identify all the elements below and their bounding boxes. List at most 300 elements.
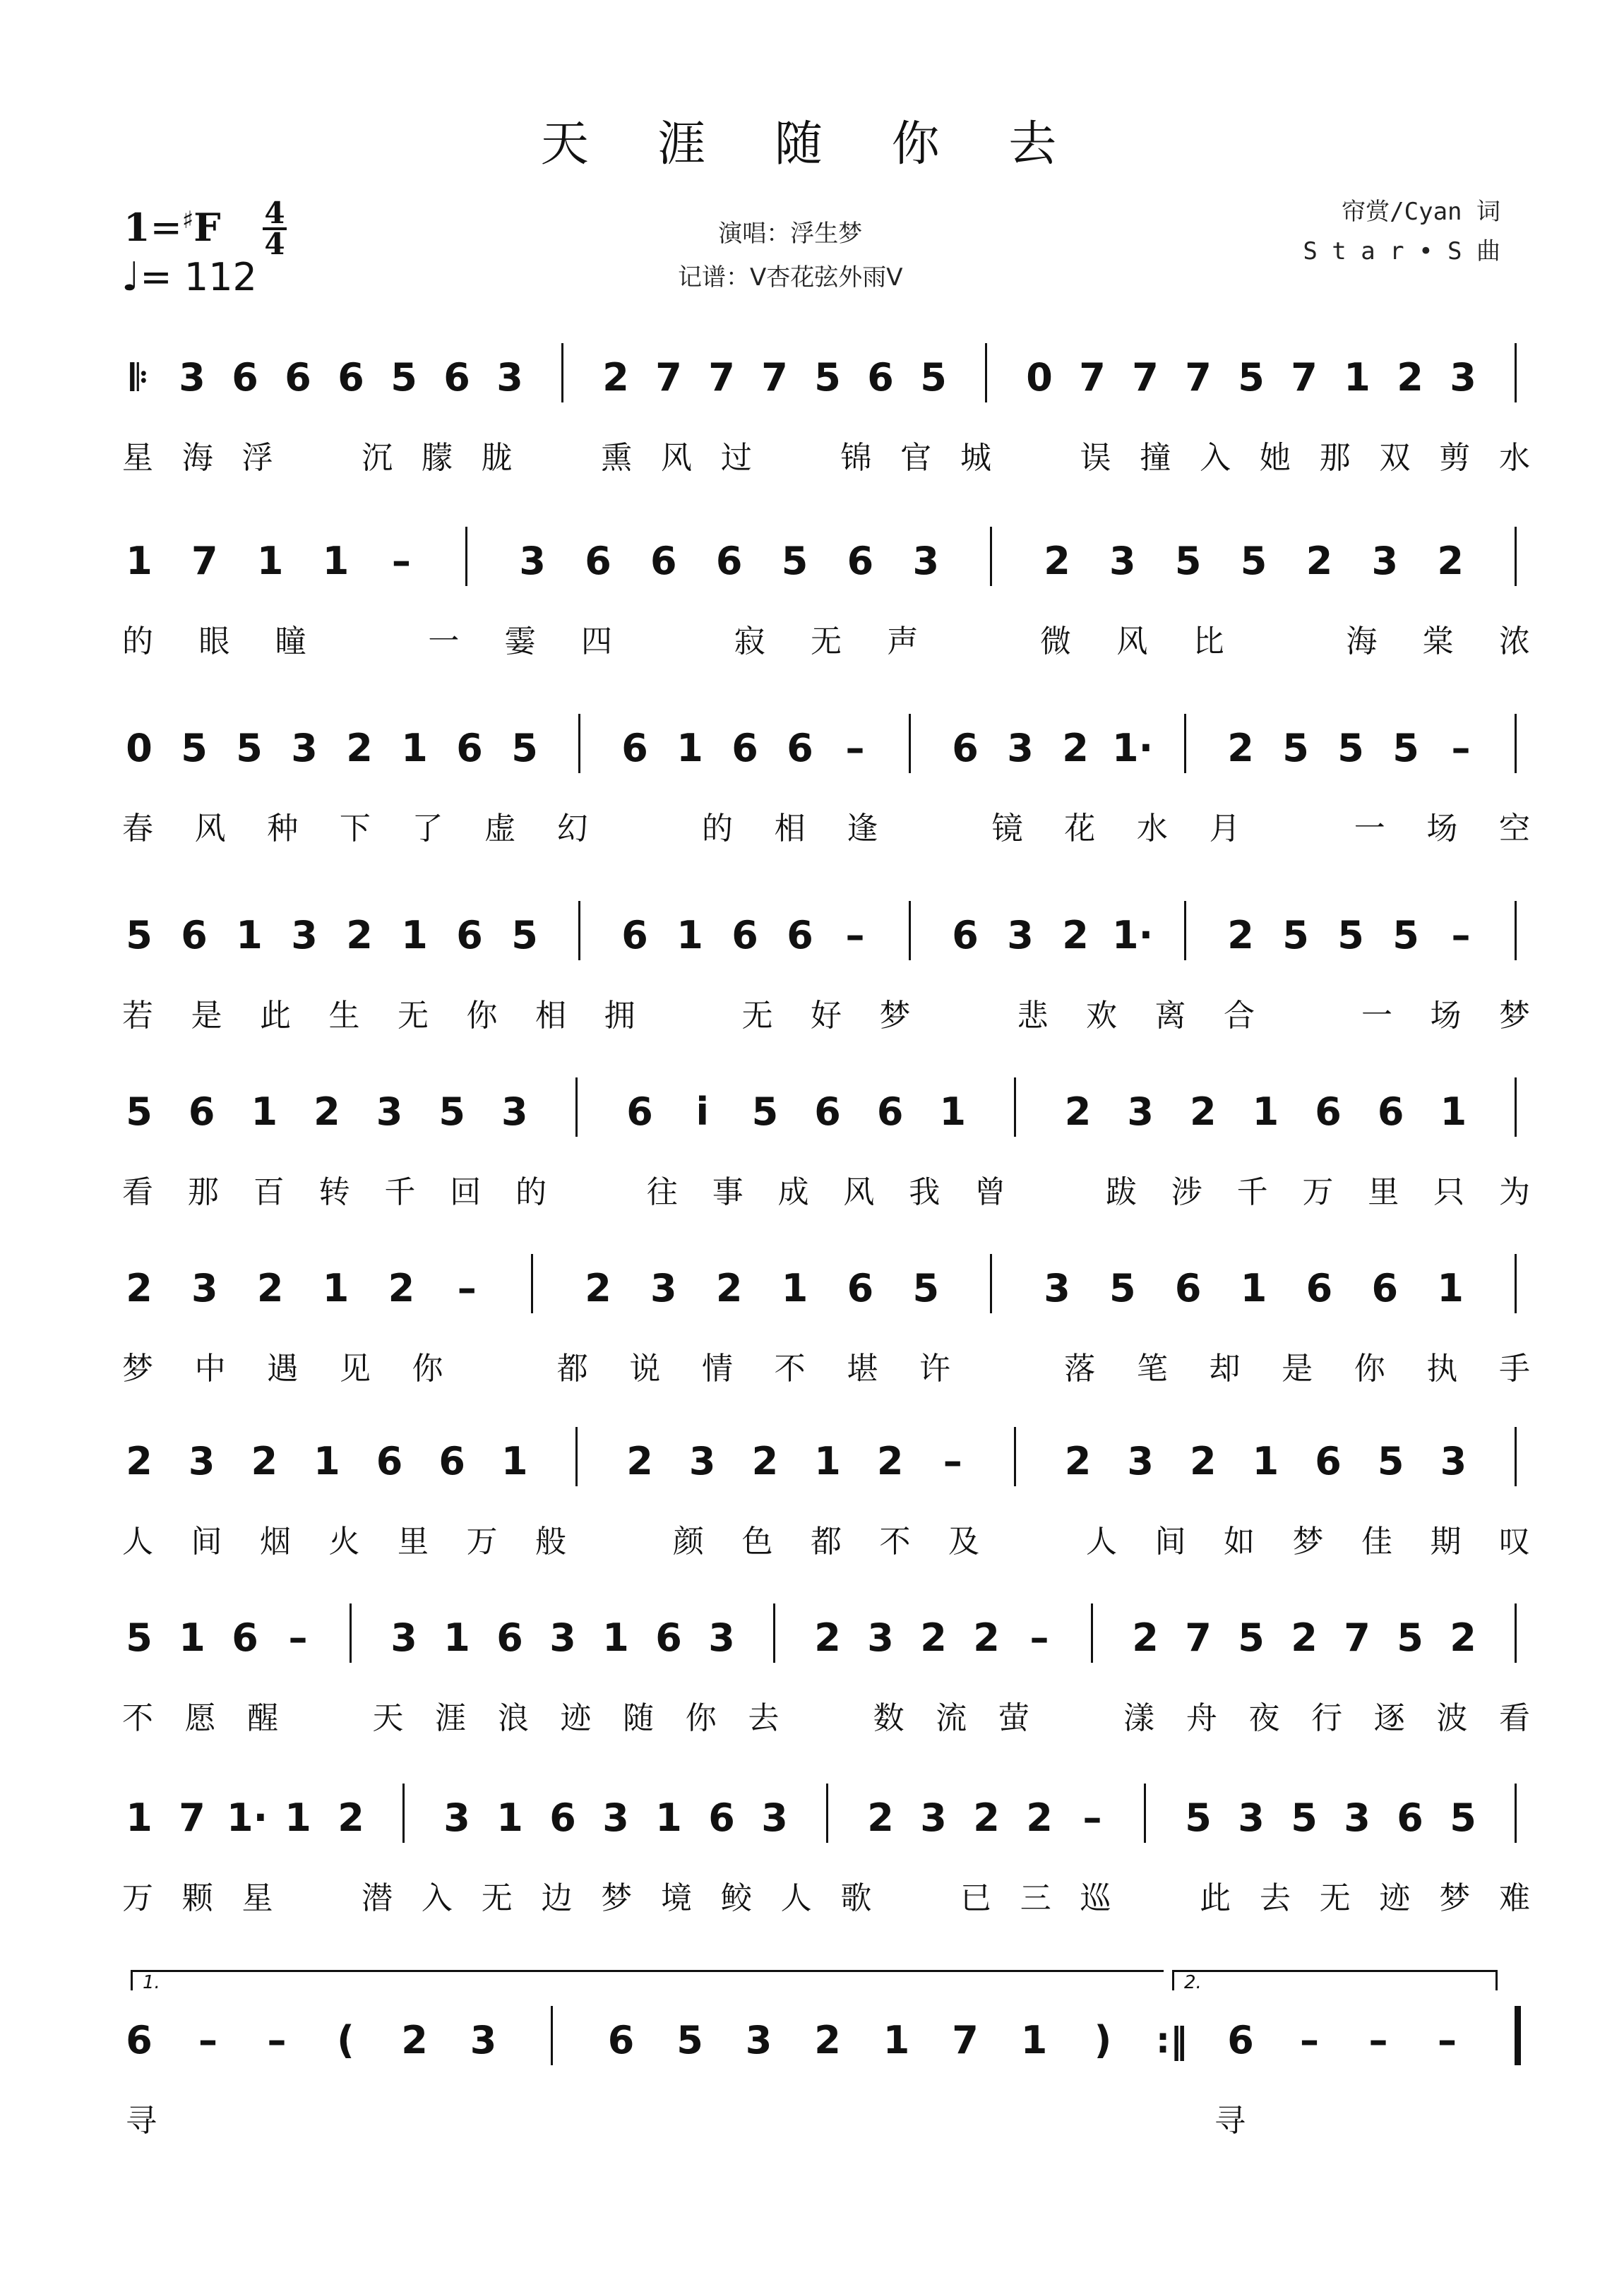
lyrics-line (0, 803, 1624, 852)
note: 2 (1450, 1615, 1476, 1660)
note: 5 (1240, 539, 1267, 583)
lyric-char: 风 (194, 811, 226, 847)
lyric-char: 胧 (481, 440, 513, 476)
lyric-char: 是 (1282, 1351, 1313, 1387)
barline (575, 1077, 578, 1137)
lyric-char: 许 (919, 1351, 950, 1387)
barline (1515, 901, 1517, 960)
lyric-char: 间 (191, 1524, 222, 1560)
note: 1 (314, 1439, 340, 1483)
lyric-char: 无 (1319, 1880, 1351, 1916)
lyric-char: 说 (629, 1351, 661, 1387)
note: 2 (401, 2018, 428, 2062)
lyric-char: 瞳 (275, 623, 306, 659)
score-row (0, 1264, 1624, 1398)
note: 7 (191, 539, 218, 583)
note: 5 (126, 1089, 153, 1134)
barline (1014, 1427, 1016, 1486)
note: 5 (1174, 539, 1202, 583)
note: ) (1094, 2018, 1112, 2062)
lyric-char: 波 (1436, 1700, 1468, 1736)
note: 2 (1397, 355, 1423, 400)
lyric-char: 期 (1430, 1524, 1462, 1560)
note: 5 (126, 1615, 153, 1660)
barline (1515, 2006, 1521, 2065)
lyric-char: 梦 (1439, 1880, 1471, 1916)
note: 2 (585, 1266, 611, 1310)
performer: 演唱：浮生梦 (718, 220, 863, 248)
lyric-char: 一 (1361, 998, 1392, 1034)
note: 2 (251, 1439, 278, 1483)
note: 3 (1109, 539, 1136, 583)
notation-line (0, 353, 1624, 431)
note: 1 (501, 1439, 528, 1483)
note: 6 (1371, 1266, 1399, 1310)
lyric-char: 曾 (974, 1174, 1006, 1210)
barline (1515, 1427, 1517, 1486)
note: 1 (939, 1089, 967, 1134)
lyric-char: 了 (412, 811, 443, 847)
note: 6 (952, 726, 979, 770)
note: 3 (650, 1266, 677, 1310)
note: 1 (443, 1615, 470, 1660)
barline (773, 1603, 775, 1663)
note: 2 (602, 355, 629, 400)
note: 1 (1020, 2018, 1048, 2062)
note: 5 (1282, 726, 1309, 770)
lyric-char: 误 (1080, 440, 1111, 476)
lyrics-line (0, 1872, 1624, 1922)
lyric-char: 涉 (1171, 1174, 1202, 1210)
transcriber: 记谱：V杏花弦外雨V (678, 263, 903, 292)
note: 6 (650, 539, 677, 583)
note: i (695, 1089, 709, 1134)
note: 6 (626, 1089, 653, 1134)
note: 2 (346, 913, 373, 957)
note: 2 (1062, 726, 1089, 770)
barline (1014, 1077, 1016, 1137)
lyric-char: 双 (1379, 440, 1411, 476)
lyric-char: 镜 (991, 811, 1023, 847)
note: 2 (1227, 913, 1254, 957)
lyric-char: 烟 (260, 1524, 291, 1560)
lyric-char: 堪 (847, 1351, 878, 1387)
barline (1515, 1077, 1517, 1137)
barline (1184, 901, 1186, 960)
lyric-char: 不 (122, 1700, 153, 1736)
note: 6 (585, 539, 611, 583)
lyric-char: 星 (122, 440, 153, 476)
lyric-char: 佳 (1361, 1524, 1392, 1560)
lyric-char: 的 (122, 623, 153, 659)
lyricist: 帘赏/Cyan 词 (1342, 198, 1500, 226)
note: – (1029, 1615, 1049, 1660)
key-signature: 1=♯F (124, 205, 221, 250)
score-row (0, 537, 1624, 671)
lyric-char: 朦 (421, 440, 453, 476)
lyric-char: 人 (780, 1880, 812, 1916)
volta-first (131, 1970, 1164, 1993)
note: 6 (1315, 1089, 1342, 1134)
note: 2 (814, 2018, 841, 2062)
note: 2 (1190, 1439, 1217, 1483)
lyric-char: 随 (623, 1700, 655, 1736)
note: 1 (1240, 1266, 1267, 1310)
note: 1 (1252, 1439, 1279, 1483)
note: 3 (179, 355, 205, 400)
note: – (1082, 1796, 1102, 1840)
note: 2 (388, 1266, 415, 1310)
note: 5 (1377, 1439, 1404, 1483)
lyric-char: 那 (187, 1174, 219, 1210)
lyric-char: 水 (1499, 440, 1530, 476)
barline (990, 527, 992, 586)
lyric-char: 空 (1499, 811, 1530, 847)
lyric-char: 好 (811, 998, 842, 1034)
barline (1091, 1603, 1093, 1663)
lyric-char: 逢 (847, 811, 878, 847)
lyric-char: 那 (1319, 440, 1351, 476)
lyric-char: 棠 (1422, 623, 1454, 659)
note: 7 (179, 1796, 205, 1840)
composer: S t a r • S 曲 (1303, 237, 1500, 265)
notation-line (0, 1613, 1624, 1691)
lyric-char: 寂 (734, 623, 765, 659)
lyric-char: 风 (661, 440, 693, 476)
lyric-char: 萤 (998, 1700, 1029, 1736)
note: 3 (688, 1439, 716, 1483)
note: 5 (511, 913, 538, 957)
note: 1 (1252, 1089, 1279, 1134)
lyric-char: 梦 (1499, 998, 1530, 1034)
note: 5 (1238, 355, 1265, 400)
lyric-char: 如 (1224, 1524, 1255, 1560)
note: – (267, 2018, 287, 2062)
note: ( (337, 2018, 354, 2062)
note: 2 (715, 1266, 743, 1310)
lyric-char: 四 (581, 623, 612, 659)
barline (990, 1254, 992, 1313)
lyric-char: 颜 (673, 1524, 704, 1560)
note: 1 (676, 913, 703, 957)
note: 6 (1377, 1089, 1404, 1134)
note: – (1451, 913, 1471, 957)
barline (1184, 714, 1186, 773)
note: 1 (285, 1796, 311, 1840)
note: 5 (912, 1266, 940, 1310)
lyric-char: 不 (774, 1351, 806, 1387)
lyric-char: 海 (181, 440, 213, 476)
note: 6 (787, 726, 813, 770)
lyric-char: 一 (1354, 811, 1385, 847)
lyric-char: 花 (1064, 811, 1096, 847)
lyric-char: 执 (1426, 1351, 1458, 1387)
note: 6 (607, 2018, 635, 2062)
note: 6 (181, 913, 208, 957)
lyric-char: 的 (702, 811, 734, 847)
note: 5 (438, 1089, 465, 1134)
notation-line (0, 1264, 1624, 1342)
barline (465, 527, 467, 586)
lyrics-line (0, 1166, 1624, 1216)
note: 1 (1437, 1266, 1464, 1310)
barline (578, 901, 580, 960)
note: 5 (1337, 726, 1364, 770)
lyric-char: 下 (339, 811, 371, 847)
lyric-char: 行 (1311, 1700, 1343, 1736)
lyric-char: 看 (1499, 1700, 1530, 1736)
note: – (845, 913, 865, 957)
notation-line (0, 1793, 1624, 1871)
note: 5 (814, 355, 841, 400)
note: 2 (867, 1796, 894, 1840)
barline (909, 714, 911, 773)
note: 2 (1026, 1796, 1053, 1840)
lyrics-line (0, 2095, 1624, 2144)
lyrics-line (0, 432, 1624, 482)
note: 1 (322, 539, 350, 583)
note: 3 (1007, 913, 1034, 957)
barline (551, 2006, 553, 2065)
notation-line (0, 2016, 1624, 2093)
note: 3 (1344, 1796, 1371, 1840)
score-row (0, 1613, 1624, 1748)
lyric-char: 转 (318, 1174, 350, 1210)
lyric-char: 场 (1430, 998, 1462, 1034)
note: 6 (1227, 2018, 1254, 2062)
note: 1 (676, 726, 703, 770)
lyric-char: 无 (741, 998, 773, 1034)
note: 6 (715, 539, 743, 583)
note: 1 (322, 1266, 350, 1310)
lyric-char: 回 (450, 1174, 482, 1210)
note: 6 (732, 913, 758, 957)
note: 𝄆 (130, 357, 148, 398)
lyric-char: 醒 (247, 1700, 279, 1736)
lyric-char: 过 (720, 440, 752, 476)
note: 6 (814, 1089, 841, 1134)
lyric-char: 悲 (1017, 998, 1049, 1034)
barline (1515, 527, 1517, 586)
lyric-char: 沉 (362, 440, 393, 476)
note: 7 (952, 2018, 979, 2062)
lyric-char: 却 (1209, 1351, 1241, 1387)
note: 1 (1440, 1089, 1467, 1134)
note: 5 (511, 726, 538, 770)
lyric-char: 间 (1154, 1524, 1186, 1560)
lyrics-line (0, 616, 1624, 665)
note: 1· (227, 1796, 268, 1840)
lyric-char: 叹 (1499, 1524, 1530, 1560)
lyric-char: 微 (1040, 623, 1071, 659)
note: 2 (346, 726, 373, 770)
note: 3 (1044, 1266, 1070, 1310)
lyric-char: 千 (1236, 1174, 1268, 1210)
lyric-char: 及 (948, 1524, 979, 1560)
score-row (0, 2016, 1624, 2150)
note: 3 (920, 1796, 947, 1840)
lyric-char: 里 (1368, 1174, 1399, 1210)
lyric-char: 此 (260, 998, 291, 1034)
lyric-char: 遇 (267, 1351, 299, 1387)
lyric-char: 鲛 (720, 1880, 752, 1916)
note: 5 (1282, 913, 1309, 957)
credits-center (678, 212, 903, 299)
note: 2 (314, 1089, 340, 1134)
note: – (943, 1439, 962, 1483)
note: 6 (655, 1615, 682, 1660)
time-signature: 4 4 (263, 199, 287, 258)
note: – (1368, 2018, 1388, 2062)
lyric-char: 舟 (1186, 1700, 1217, 1736)
note: 6 (376, 1439, 403, 1483)
lyric-char: 火 (328, 1524, 360, 1560)
lyric-char: 幻 (556, 811, 588, 847)
lyric-char: 水 (1136, 811, 1168, 847)
lyric-char: 若 (122, 998, 153, 1034)
note: 2 (1437, 539, 1464, 583)
lyric-char: 海 (1346, 623, 1378, 659)
lyric-char: 浪 (497, 1700, 529, 1736)
note: 2 (1064, 1089, 1092, 1134)
lyric-char: 欢 (1086, 998, 1117, 1034)
note: 2 (1190, 1089, 1217, 1134)
volta-second-label: 2. (1184, 1972, 1202, 1993)
lyric-char: 月 (1209, 811, 1241, 847)
lyrics-line (0, 1516, 1624, 1565)
note: 1 (256, 539, 284, 583)
barline (1515, 343, 1517, 402)
lyric-char: 漾 (1123, 1700, 1155, 1736)
barline (985, 343, 987, 402)
lyric-char: 梦 (601, 1880, 633, 1916)
quarter-note-icon: ♩ (121, 254, 141, 300)
note: 6 (847, 1266, 874, 1310)
note: 1 (1344, 355, 1371, 400)
barline (561, 343, 563, 402)
note: 6 (847, 539, 874, 583)
lyric-char: 看 (122, 1174, 153, 1210)
note: 3 (1007, 726, 1034, 770)
note: 1· (1112, 913, 1154, 957)
lyric-char: 逐 (1373, 1700, 1405, 1736)
note: 5 (781, 539, 808, 583)
notation-line (0, 1437, 1624, 1515)
lyric-char: 千 (384, 1174, 416, 1210)
lyric-char: 合 (1224, 998, 1255, 1034)
lyric-char: 情 (702, 1351, 734, 1387)
note: 1 (883, 2018, 910, 2062)
note: 2 (626, 1439, 653, 1483)
note: 3 (1127, 1089, 1154, 1134)
lyric-char: 入 (421, 1880, 453, 1916)
volta-first-label: 1. (143, 1972, 160, 1993)
score-row (0, 724, 1624, 858)
note: 2 (876, 1439, 904, 1483)
lyric-char: 跋 (1105, 1174, 1137, 1210)
note: – (457, 1266, 477, 1310)
lyric-char: 天 (372, 1700, 404, 1736)
note: 3 (1440, 1439, 1467, 1483)
lyrics-line (0, 1343, 1624, 1392)
lyric-char: 此 (1200, 1880, 1231, 1916)
lyric-char: 巡 (1080, 1880, 1111, 1916)
lyric-char: 我 (909, 1174, 941, 1210)
note: 6 (867, 355, 894, 400)
note: – (1438, 2018, 1457, 2062)
note: – (1451, 726, 1471, 770)
note: 2 (920, 1615, 947, 1660)
barline (350, 1603, 352, 1663)
barline (1515, 1603, 1517, 1663)
lyric-char: 迹 (1379, 1880, 1411, 1916)
note: 6 (732, 726, 758, 770)
note: 2 (973, 1615, 1000, 1660)
note: 3 (1127, 1439, 1154, 1483)
note: 0 (1026, 355, 1053, 400)
lyric-char: 浓 (1499, 623, 1530, 659)
note: 3 (549, 1615, 576, 1660)
note: 5 (1450, 1796, 1476, 1840)
lyric-char: 你 (466, 998, 498, 1034)
note: 3 (376, 1089, 403, 1134)
barline (531, 1254, 533, 1313)
lyric-char: 你 (1354, 1351, 1385, 1387)
note: 5 (1392, 726, 1419, 770)
note: 3 (912, 539, 940, 583)
note: 3 (291, 913, 318, 957)
lyric-char: 浮 (241, 440, 273, 476)
note: 6 (1315, 1439, 1342, 1483)
note: 2 (814, 1615, 841, 1660)
lyric-char: 你 (685, 1700, 717, 1736)
note: 1 (602, 1615, 629, 1660)
lyric-char: 都 (811, 1524, 842, 1560)
lyric-char: 城 (960, 440, 991, 476)
note: 0 (126, 726, 153, 770)
note: – (845, 726, 865, 770)
note: 2 (751, 1439, 779, 1483)
note: 6 (232, 355, 258, 400)
note: 3 (1450, 355, 1476, 400)
lyric-char: 歌 (840, 1880, 872, 1916)
lyric-char: 涯 (435, 1700, 467, 1736)
notation-line (0, 537, 1624, 614)
note: 6 (876, 1089, 904, 1134)
lyric-char: 万 (1302, 1174, 1334, 1210)
lyric-char: 一 (428, 623, 460, 659)
lyric-char: 流 (936, 1700, 967, 1736)
lyrics-line (0, 1692, 1624, 1742)
lyric-char: 夜 (1248, 1700, 1280, 1736)
lyric-char: 往 (646, 1174, 678, 1210)
note: 6 (1397, 1796, 1423, 1840)
lyric-char: 场 (1426, 811, 1458, 847)
lyric-char: 种 (267, 811, 299, 847)
tempo-mark: ♩= 112 (121, 254, 257, 300)
note: 5 (1185, 1796, 1212, 1840)
barline (402, 1784, 405, 1843)
note: 6 (621, 913, 648, 957)
note: 3 (708, 1615, 735, 1660)
note: 6 (438, 1439, 465, 1483)
lyrics-line (0, 990, 1624, 1039)
note: 6 (496, 1615, 523, 1660)
note: 1 (401, 726, 428, 770)
note: 2 (1132, 1615, 1159, 1660)
lyric-char: 只 (1433, 1174, 1465, 1210)
note: 5 (1392, 913, 1419, 957)
